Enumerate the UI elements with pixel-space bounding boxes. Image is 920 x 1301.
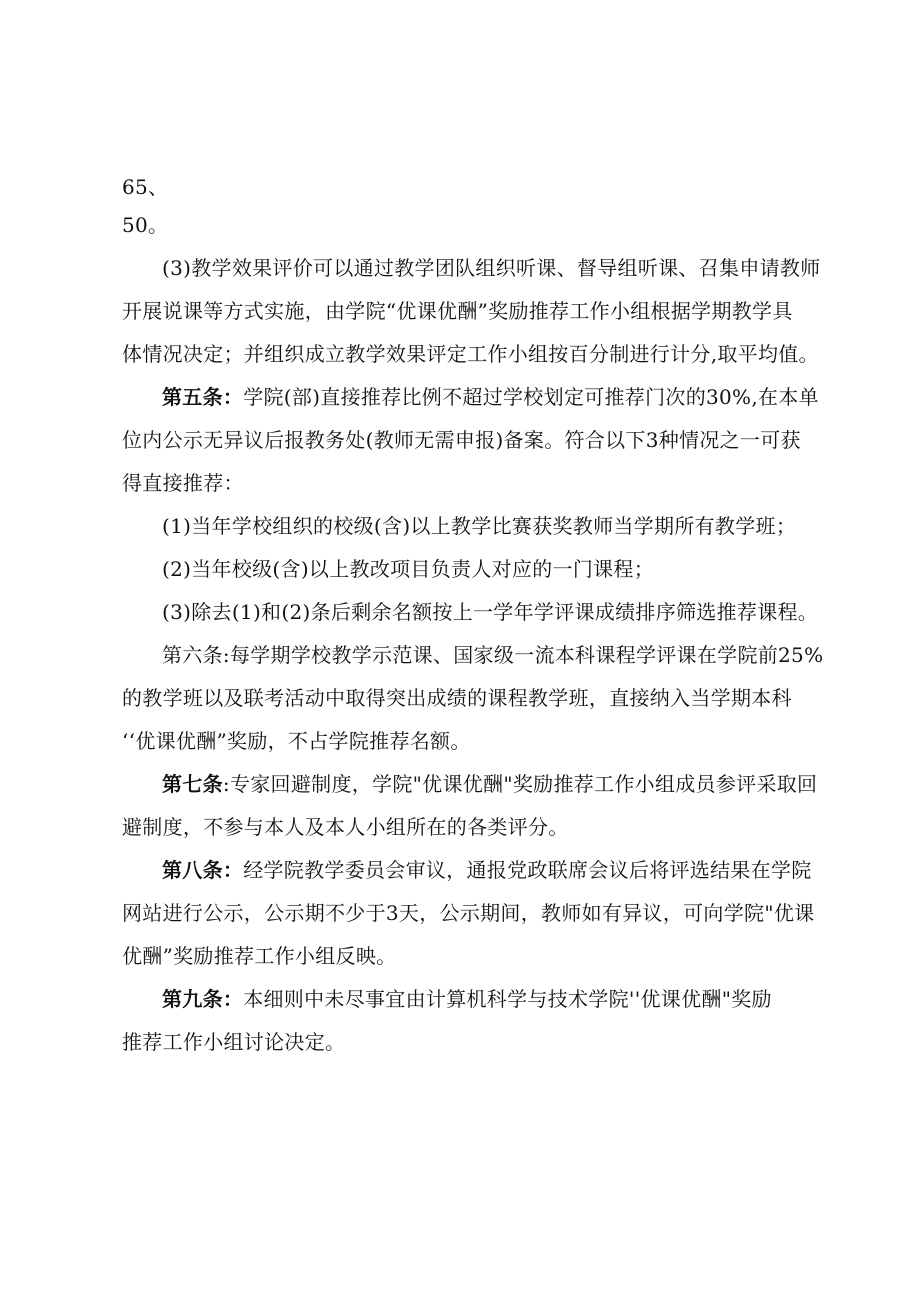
paragraph-line (122, 426, 801, 454)
paragraph-line (122, 469, 244, 497)
line-text: 50。 (122, 213, 169, 237)
line-text: 网站进行公示，公示期不少于3天，公示期间，教师如有异议，可向学院"优课 (122, 901, 815, 925)
paragraph-line (162, 770, 817, 798)
paragraph-line (122, 173, 168, 201)
paragraph-line (122, 1028, 345, 1056)
line-text: 避制度，不参与本人及本人小组所在的各类评分。 (122, 815, 569, 839)
line-text: 体情况决定；并组织成立教学效果评定工作小组按百分制进行计分,取平均值。 (122, 342, 819, 366)
line-text: (3)教学效果评价可以通过教学团队组织听课、督导组听课、召集申请教师 (162, 256, 821, 280)
line-text: 65、 (122, 175, 169, 199)
paragraph-line (162, 641, 823, 669)
article-heading: 第九条： (162, 987, 244, 1011)
paragraph-line (122, 297, 793, 325)
line-text: 学院(部)直接推荐比例不超过学校划定可推荐门次的30%,在本单 (243, 385, 819, 409)
article-heading: 第八条： (162, 858, 244, 882)
paragraph-line (162, 856, 812, 884)
paragraph-line (122, 340, 819, 368)
line-text: (3)除去(1)和(2)条后剩余名额按上一学年学评课成绩排序筛选推荐课程。 (162, 600, 819, 624)
list-item (162, 512, 796, 540)
paragraph-line (162, 985, 772, 1013)
line-text: 开展说课等方式实施，由学院“优课优酬”奖励推荐工作小组根据学期教学具 (122, 299, 793, 323)
paragraph-line (122, 813, 569, 841)
article-heading: 第五条： (162, 385, 244, 409)
paragraph-line (162, 254, 821, 282)
line-text: :专家回避制度，学院"优课优酬"奖励推荐工作小组成员参评采取回 (222, 772, 818, 796)
line-text: 推荐工作小组讨论决定。 (122, 1030, 346, 1054)
line-text: ‘‘优课优酬”奖励，不占学院推荐名额。 (122, 729, 471, 753)
paragraph-line (162, 383, 819, 411)
paragraph-line (122, 684, 792, 712)
line-text: 优酬”奖励推荐工作小组反映。 (122, 944, 397, 968)
article-heading: 第七条 (162, 772, 223, 796)
line-text: (2)当年校级(含)以上教改项目负责人对应的一门课程； (162, 557, 655, 581)
paragraph-line (122, 899, 814, 927)
line-text: 第六条:每学期学校教学示范课、国家级一流本科课程学评课在学院前25% (162, 643, 824, 667)
paragraph-line (122, 942, 396, 970)
list-item (162, 555, 654, 583)
line-text: 的教学班以及联考活动中取得突出成绩的课程教学班，直接纳入当学期本科 (122, 686, 792, 710)
line-text: (1)当年学校组织的校级(含)以上教学比赛获奖教师当学期所有教学班； (162, 514, 797, 538)
paragraph-line (122, 211, 168, 239)
line-text: 经学院教学委员会审议，通报党政联席会议后将评选结果在学院 (243, 858, 812, 882)
line-text: 位内公示无异议后报教务处(教师无需申报)备案。符合以下3种情况之一可获 (122, 428, 801, 452)
list-item (162, 598, 818, 626)
paragraph-line (122, 727, 471, 755)
line-text: 本细则中未尽事宜由计算机科学与技术学院''优课优酬"奖励 (243, 987, 772, 1011)
line-text: 得直接推荐： (122, 471, 244, 495)
